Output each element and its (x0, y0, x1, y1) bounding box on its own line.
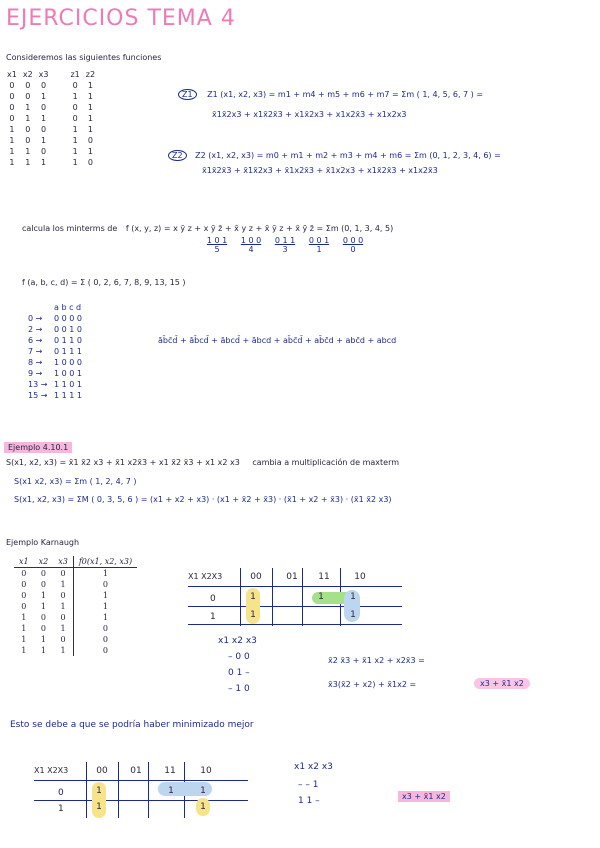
z2-line2: x̄1x̄2x̄3 + x̄1x̄2x3 + x̄1x2x̄3 + x̄1x2x3 + x1x̄2x̄3 + x1x2x̄3 (202, 166, 438, 175)
karnaugh-table-cell: 1 (21, 635, 27, 644)
groups-header: x1 x2 x3 (218, 636, 257, 646)
karnaugh-table-row (14, 634, 137, 645)
abcd-index: 7 → (28, 347, 43, 356)
truth-cell: 0 (9, 114, 15, 123)
karnaugh-table-cell: 1 (21, 646, 27, 655)
truth-cell: 1 (72, 125, 78, 134)
karnaugh-table-row (14, 568, 137, 580)
karnaugh-table-cell: 0 (102, 646, 109, 655)
hdr-x2: x2 (22, 70, 33, 79)
groups-g1: – 0 0 (228, 652, 250, 662)
truth-cell: 0 (25, 136, 31, 145)
truth-cell: 0 (72, 114, 78, 123)
ejemplo-line1-wrap (6, 458, 399, 467)
truth-cell: 1 (9, 147, 15, 156)
truth-cell: 1 (72, 92, 78, 101)
truth-row (4, 90, 98, 101)
karnaugh-table-row (14, 645, 137, 656)
minterm-decimal: 4 (248, 245, 254, 254)
abcd-bits: 1 1 1 1 (54, 391, 82, 400)
k-hdr-x1: x1 (19, 557, 29, 566)
abcd-row (28, 314, 82, 325)
abcd-row (28, 380, 82, 391)
ejemplo-line1: S(x1, x2, x3) = x̄1 x̄2 x3 + x̄1 x2x̄3 + x1 x̄2 x̄3 + x1 x2 x3 (6, 458, 240, 467)
minterm-binary: 1 0 0 (240, 236, 262, 245)
abcd-bits: 0 1 1 0 (54, 336, 82, 345)
map2-r1-c00: 1 (96, 802, 102, 812)
karnaugh-table-cell: 0 (21, 591, 27, 600)
truth-cell: 1 (72, 158, 78, 167)
truth-row (4, 156, 98, 167)
minterm-decimal: 3 (282, 245, 288, 254)
truth-cell: 0 (41, 103, 47, 112)
truth-cell: 0 (25, 125, 31, 134)
mejor-result: x3 + x̄1 x2 (398, 791, 450, 802)
abcd-bits: 1 0 0 0 (54, 358, 82, 367)
map1-r1-c10: 1 (350, 610, 356, 620)
ejemplo-line3: S(x1, x2, x3) = ΣM ( 0, 3, 5, 6 ) = (x1 + x2 + x3) · (x1 + x̄2 + x̄3) · (x̄1 + x2 + x̄3) · (x̄1 x̄2 x3) (14, 495, 392, 504)
abcd-row (28, 347, 82, 358)
groups-g3: – 1 0 (228, 684, 250, 694)
karnaugh-table-cell: 0 (102, 624, 109, 633)
karnaugh-table-cell: 0 (102, 580, 109, 589)
truth-cell: 0 (9, 92, 15, 101)
map1-col-11: 11 (318, 572, 330, 582)
karnaugh-table-cell: 0 (21, 602, 27, 611)
map1-row-0: 0 (210, 594, 216, 604)
abcd-row (28, 325, 82, 336)
karnaugh-table-cell: 0 (40, 569, 46, 578)
hdr-z1: z1 (70, 70, 80, 79)
minterm-decimal: 0 (350, 245, 356, 254)
karnaugh-table-row (14, 601, 137, 612)
truth-cell: 1 (87, 147, 93, 156)
abcd-index: 0 → (28, 314, 43, 323)
abcd-index: 8 → (28, 358, 43, 367)
mejor-text: Esto se debe a que se podría haber minimizado mejor (10, 720, 254, 730)
truth-cell: 0 (9, 103, 15, 112)
truth-cell: 0 (41, 81, 47, 90)
truth-cell: 0 (25, 81, 31, 90)
karnaugh-table-row (14, 612, 137, 623)
minterm-decimal: 1 (316, 245, 322, 254)
truth-cell: 0 (41, 147, 47, 156)
minterm-binary: 0 1 1 (274, 236, 296, 245)
abcd-row (28, 391, 82, 402)
karnaugh-table-cell: 1 (102, 602, 109, 611)
abcd-index: 2 → (28, 325, 43, 334)
truth-cell: 1 (41, 158, 47, 167)
minterms-line (22, 224, 393, 233)
karnaugh-table-cell: 1 (102, 569, 109, 578)
truth-cell: 0 (72, 103, 78, 112)
karnaugh-map-1 (188, 568, 408, 628)
z1-line2: x̄1x̄2x3 + x1x̄2x̄3 + x1x̄2x3 + x1x2x̄3 + x1x2x3 (212, 110, 407, 119)
map2-col-01: 01 (130, 766, 142, 776)
z2-line1: Z2 (x1, x2, x3) = m0 + m1 + m2 + m3 + m4 + m6 = Σm (0, 1, 2, 3, 4, 6) = (195, 151, 501, 160)
abcd-index: 9 → (28, 369, 43, 378)
truth-cell: 1 (25, 103, 31, 112)
karnaugh-table-cell: 1 (53, 623, 73, 634)
map1-corner: X1 X2X3 (188, 572, 223, 581)
karnaugh-map-2 (34, 762, 254, 820)
map1-r0-c10: 1 (350, 592, 356, 602)
truth-cell: 0 (25, 92, 31, 101)
truth-cell: 1 (87, 114, 93, 123)
truth-cell: 1 (72, 147, 78, 156)
map1-col-01: 01 (286, 572, 298, 582)
intro-text: Consideremos las siguientes funciones (6, 53, 162, 62)
fabcd-header: a b c d (54, 303, 82, 312)
abcd-bits: 0 0 0 0 (54, 314, 82, 323)
fabcd-sum: āb̄c̄d̄ + āb̄cd̄ + ābcd̄ + ābcd + ab̄c̄d̄ + ab̄c̄d + abc̄d + abcd (158, 336, 397, 345)
karnaugh-label: Ejemplo Karnaugh (6, 538, 80, 547)
map2-row-1: 1 (58, 804, 64, 814)
truth-row (4, 123, 98, 134)
z1-block (178, 89, 483, 100)
abcd-index: 15 → (28, 391, 48, 400)
abcd-bits: 1 0 0 1 (54, 369, 82, 378)
abcd-row (28, 369, 82, 380)
simp-line1: x̄2 x̄3 + x̄1 x2 + x2x̄3 = (328, 656, 425, 665)
abcd-bits: 0 1 1 1 (54, 347, 82, 356)
k-hdr-f: f0(x1, x2, x3) (78, 557, 133, 566)
truth-cell: 1 (87, 81, 93, 90)
z1-line1: Z1 (x1, x2, x3) = m1 + m4 + m5 + m6 + m7 = Σm ( 1, 4, 5, 6, 7 ) = (207, 90, 484, 99)
abcd-row (28, 358, 82, 369)
map2-row-0: 0 (58, 788, 64, 798)
truth-row (4, 134, 98, 145)
truth-cell: 1 (72, 136, 78, 145)
minterm-decimal: 5 (214, 245, 220, 254)
minterm-binary: 0 0 1 (308, 236, 330, 245)
map2-r0-c11: 1 (168, 786, 174, 796)
truth-header (4, 70, 98, 79)
map2-r0-c10: 1 (200, 786, 206, 796)
map2-col-00: 00 (96, 766, 108, 776)
karnaugh-table-cell: 0 (102, 635, 109, 644)
karnaugh-table-cell: 1 (53, 645, 73, 656)
truth-cell: 1 (25, 114, 31, 123)
abcd-bits: 1 1 0 1 (54, 380, 82, 389)
karnaugh-table-cell: 1 (40, 646, 46, 655)
truth-cell: 1 (41, 92, 47, 101)
minterm-binary: 1 0 1 (206, 236, 228, 245)
map2-r1-c10: 1 (200, 802, 206, 812)
z2-circle-label: Z2 (168, 150, 187, 161)
truth-row (4, 79, 98, 90)
map1-row-1: 1 (210, 612, 216, 622)
truth-row (4, 101, 98, 112)
simp-line2: x̄3(x̄2 + x2) + x̄1x2 = (328, 680, 417, 689)
karnaugh-table-cell: 0 (40, 580, 46, 589)
karnaugh-table-cell: 1 (40, 602, 46, 611)
karnaugh-truth-table (14, 556, 137, 656)
truth-cell: 1 (25, 158, 31, 167)
truth-row (4, 112, 98, 123)
karnaugh-table-cell: 1 (21, 613, 27, 622)
map2-r0-c00: 1 (96, 786, 102, 796)
truth-cell: 1 (9, 136, 15, 145)
truth-cell: 1 (9, 125, 15, 134)
karnaugh-table-row (14, 579, 137, 590)
karnaugh-table-cell: 0 (53, 590, 73, 601)
map2-corner: X1 X2X3 (34, 766, 69, 775)
ejemplo-label: Ejemplo 4.10.1 (4, 442, 72, 453)
abcd-row (28, 336, 82, 347)
truth-cell: 1 (9, 158, 15, 167)
k-hdr-x3: x3 (53, 556, 73, 568)
abcd-index: 6 → (28, 336, 43, 345)
mejor-groups-header: x1 x2 x3 (294, 762, 333, 772)
fabcd-expr: f (a, b, c, d) = Σ ( 0, 2, 6, 7, 8, 9, 13, 15 ) (22, 278, 186, 287)
map1-r0-c00: 1 (250, 592, 256, 602)
truth-cell: 0 (72, 81, 78, 90)
minterm-col (200, 236, 234, 254)
hdr-x3: x3 (38, 70, 49, 79)
karnaugh-table-cell: 1 (21, 624, 27, 633)
karnaugh-table-cell: 0 (21, 569, 27, 578)
karnaugh-table-cell: 1 (53, 579, 73, 590)
simp-result: x3 + x̄1 x2 (474, 678, 530, 689)
hdr-z2: z2 (85, 70, 96, 79)
page-title: EJERCICIOS TEMA 4 (6, 6, 236, 31)
ejemplo-note: cambia a multiplicación de maxterm (252, 458, 400, 467)
karnaugh-table-row (14, 623, 137, 634)
minterm-col (336, 236, 370, 254)
mejor-groups-r1: – – 1 (298, 780, 319, 790)
karnaugh-table-cell: 0 (21, 580, 27, 589)
minterms-expr: f (x, y, z) = x ȳ z + x ȳ z̄ + x̄ y z + x̄ ȳ z + x̄ ȳ z̄ = Σm (0, 1, 3, 4, 5) (125, 224, 394, 233)
karnaugh-table-cell: 1 (53, 601, 73, 612)
karnaugh-table-cell: 1 (40, 591, 46, 600)
map1-r0-c11: 1 (318, 592, 324, 602)
truth-table (4, 70, 98, 167)
abcd-bits: 0 0 1 0 (54, 325, 82, 334)
minterm-col (302, 236, 336, 254)
minterm-binaries (200, 236, 370, 254)
karnaugh-table-cell: 1 (40, 635, 46, 644)
truth-cell: 1 (41, 114, 47, 123)
truth-cell: 0 (87, 158, 93, 167)
minterm-col (234, 236, 268, 254)
karnaugh-table-cell: 0 (53, 634, 73, 645)
mejor-groups-r2: 1 1 – (298, 796, 320, 806)
truth-cell: 0 (87, 136, 93, 145)
karnaugh-table-cell: 0 (53, 612, 73, 623)
truth-cell: 0 (41, 125, 47, 134)
truth-cell: 1 (87, 92, 93, 101)
map1-col-10: 10 (354, 572, 366, 582)
truth-cell: 1 (41, 136, 47, 145)
fabcd-rows (28, 314, 82, 402)
map1-r1-c00: 1 (250, 610, 256, 620)
hdr-x1: x1 (7, 70, 17, 79)
minterm-col (268, 236, 302, 254)
z2-block (168, 150, 501, 161)
truth-row (4, 145, 98, 156)
karnaugh-table-cell: 1 (102, 591, 109, 600)
truth-cell: 0 (9, 81, 15, 90)
groups-g2: 0 1 – (228, 668, 250, 678)
truth-cell: 1 (25, 147, 31, 156)
karnaugh-table-cell: 1 (102, 613, 109, 622)
truth-cell: 1 (87, 125, 93, 134)
abcd-index: 13 → (28, 380, 48, 389)
karnaugh-table-cell: 0 (53, 568, 73, 580)
map1-col-00: 00 (250, 572, 262, 582)
truth-cell: 1 (87, 103, 93, 112)
z1-circle-label: Z1 (178, 89, 197, 100)
karnaugh-table-row (14, 590, 137, 601)
ejemplo-line2: S(x1 x2, x3) = Σm ( 1, 2, 4, 7 ) (14, 477, 137, 486)
map2-col-10: 10 (200, 766, 212, 776)
map2-col-11: 11 (164, 766, 176, 776)
minterm-binary: 0 0 0 (342, 236, 364, 245)
karnaugh-table-cell: 0 (40, 613, 46, 622)
minterms-prompt: calcula los minterms de (22, 224, 118, 233)
k-hdr-x2: x2 (38, 557, 49, 566)
karnaugh-table-cell: 0 (40, 624, 46, 633)
